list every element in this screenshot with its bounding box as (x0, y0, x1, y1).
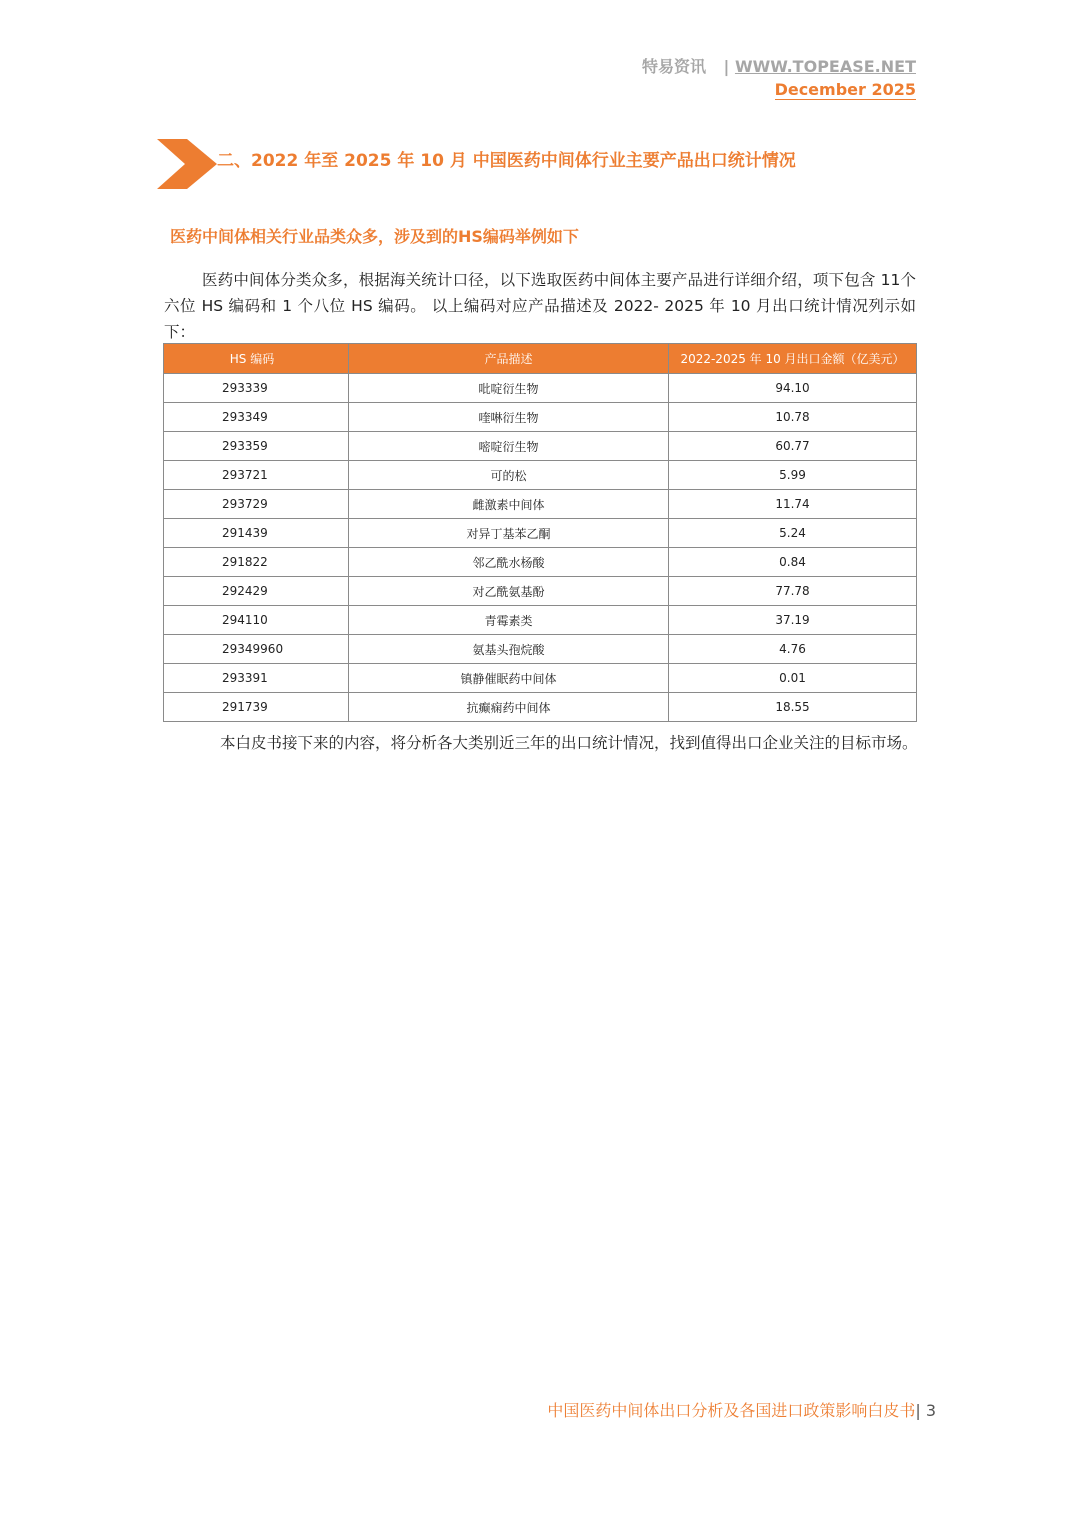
export-value-cell: 18.55 (669, 693, 917, 722)
export-value-cell: 10.78 (669, 403, 917, 432)
export-value-cell: 0.01 (669, 664, 917, 693)
publication-date: December 2025 (774, 80, 916, 99)
export-value-cell: 4.76 (669, 635, 917, 664)
hs-code-cell: 293729 (164, 490, 349, 519)
hs-code-cell: 291439 (164, 519, 349, 548)
description-cell: 雌激素中间体 (349, 490, 669, 519)
section-title: 二、2022 年至 2025 年 10 月 中国医药中间体行业主要产品出口统计情况 (217, 151, 796, 171)
table-row (164, 548, 917, 577)
column-header-export-value: 2022-2025 年 10 月出口金额（亿美元） (669, 344, 917, 374)
export-value-cell: 37.19 (669, 606, 917, 635)
export-value-cell: 11.74 (669, 490, 917, 519)
table-row (164, 577, 917, 606)
table-row (164, 461, 917, 490)
header-brand (560, 56, 916, 78)
export-value-cell: 77.78 (669, 577, 917, 606)
export-value-cell: 0.84 (669, 548, 917, 577)
header-date (600, 80, 916, 100)
description-cell: 嘧啶衍生物 (349, 432, 669, 461)
header-separator: | (723, 57, 730, 76)
hs-code-cell: 293339 (164, 374, 349, 403)
hs-code-cell: 29349960 (164, 635, 349, 664)
export-value-cell: 5.24 (669, 519, 917, 548)
subsection-title: 医药中间体相关行业品类众多，涉及到的HS编码举例如下 (170, 227, 579, 246)
chevron-arrow-icon (155, 137, 219, 191)
description-cell: 氨基头孢烷酸 (349, 635, 669, 664)
table-row (164, 693, 917, 722)
hs-code-cell: 293359 (164, 432, 349, 461)
table-row (164, 606, 917, 635)
hs-code-cell: 293391 (164, 664, 349, 693)
hs-code-cell: 292429 (164, 577, 349, 606)
conclusion-paragraph: 本白皮书接下来的内容，将分析各大类别近三年的出口统计情况，找到值得出口企业关注的目标市场。 (220, 734, 918, 752)
description-cell: 吡啶衍生物 (349, 374, 669, 403)
export-value-cell: 94.10 (669, 374, 917, 403)
table-row (164, 490, 917, 519)
table-row (164, 664, 917, 693)
hs-code-cell: 293349 (164, 403, 349, 432)
description-cell: 对异丁基苯乙酮 (349, 519, 669, 548)
hs-code-cell: 293721 (164, 461, 349, 490)
hs-code-cell: 294110 (164, 606, 349, 635)
table-row (164, 432, 917, 461)
description-cell: 镇静催眠药中间体 (349, 664, 669, 693)
description-cell: 邻乙酰水杨酸 (349, 548, 669, 577)
footer-separator: | (915, 1401, 921, 1420)
page-number: 3 (925, 1401, 936, 1420)
website-link[interactable]: WWW.TOPEASE.NET (734, 57, 916, 76)
hs-code-cell: 291822 (164, 548, 349, 577)
table-header-row (164, 344, 917, 374)
hs-code-cell: 291739 (164, 693, 349, 722)
table-row (164, 519, 917, 548)
export-value-cell: 5.99 (669, 461, 917, 490)
footer-title: 中国医药中间体出口分析及各国进口政策影响白皮书 (547, 1401, 916, 1420)
table-row (164, 403, 917, 432)
brand-name: 特易资讯 (641, 57, 706, 76)
column-header-description: 产品描述 (349, 344, 669, 374)
description-cell: 喹啉衍生物 (349, 403, 669, 432)
table-row (164, 635, 917, 664)
table-body (164, 374, 917, 722)
page-footer (480, 1400, 936, 1422)
description-cell: 抗癫痫药中间体 (349, 693, 669, 722)
column-header-hs-code: HS 编码 (164, 344, 349, 374)
intro-paragraph: 医药中间体分类众多，根据海关统计口径，以下选取医药中间体主要产品进行详细介绍，项下包含 11个六位 HS 编码和 1 个八位 HS 编码。 以上编码对应产品描述及 2022- 2025 年 10 月出口统计情况列示如下： (164, 271, 916, 341)
hs-code-table (163, 343, 917, 722)
export-value-cell: 60.77 (669, 432, 917, 461)
description-cell: 可的松 (349, 461, 669, 490)
description-cell: 青霉素类 (349, 606, 669, 635)
description-cell: 对乙酰氨基酚 (349, 577, 669, 606)
table-row (164, 374, 917, 403)
